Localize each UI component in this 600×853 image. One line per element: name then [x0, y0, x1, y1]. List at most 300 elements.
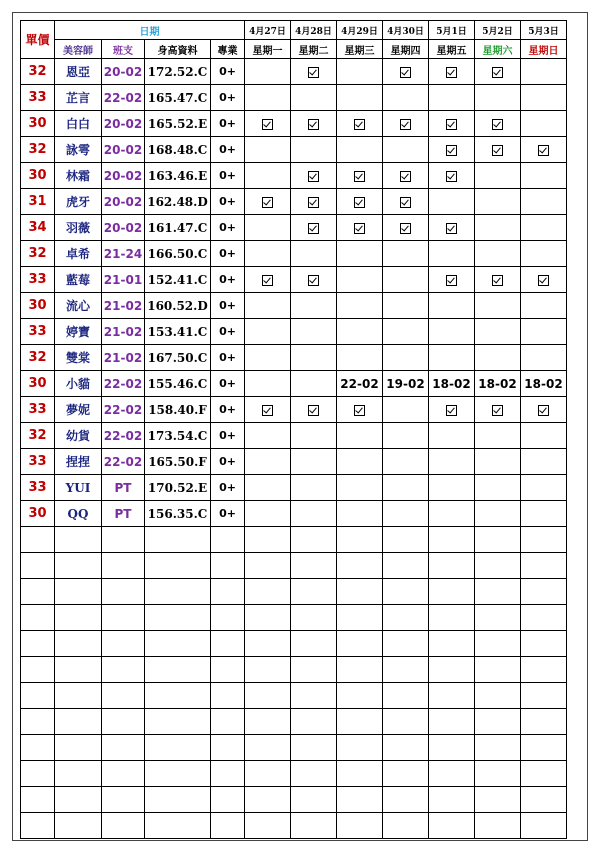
empty-cell	[383, 761, 429, 787]
day-cell	[383, 163, 429, 189]
day-cell	[337, 85, 383, 111]
day-cell	[337, 137, 383, 163]
date-header-tue: 4月28日	[291, 21, 337, 40]
day-cell	[337, 241, 383, 267]
day-cell	[521, 85, 567, 111]
checkbox-checked-icon	[492, 145, 503, 156]
checkbox-checked-icon	[354, 197, 365, 208]
checkbox-checked-icon	[492, 275, 503, 286]
day-cell	[521, 475, 567, 501]
empty-cell	[337, 553, 383, 579]
date-header: 日期	[55, 21, 245, 40]
empty-cell	[383, 527, 429, 553]
empty-cell	[145, 683, 211, 709]
day-cell	[245, 189, 291, 215]
empty-cell	[337, 657, 383, 683]
empty-cell	[102, 605, 145, 631]
day-cell	[429, 345, 475, 371]
empty-cell	[21, 683, 55, 709]
price-cell: 33	[21, 319, 55, 345]
checkbox-checked-icon	[354, 171, 365, 182]
checkbox-checked-icon	[262, 119, 273, 130]
class-cell: 21-02	[102, 293, 145, 319]
empty-cell	[21, 813, 55, 839]
checkbox-checked-icon	[538, 145, 549, 156]
day-cell	[291, 85, 337, 111]
empty-cell	[102, 709, 145, 735]
day-cell	[245, 111, 291, 137]
day-cell	[429, 111, 475, 137]
day-cell	[291, 397, 337, 423]
empty-cell	[383, 813, 429, 839]
day-cell	[475, 501, 521, 527]
empty-row	[21, 709, 567, 735]
body-cell: 160.52.D	[145, 293, 211, 319]
day-cell	[383, 345, 429, 371]
class-cell: 20-02	[102, 59, 145, 85]
body-cell: 173.54.C	[145, 423, 211, 449]
date-header-wed: 4月29日	[337, 21, 383, 40]
body-cell: 166.50.C	[145, 241, 211, 267]
empty-cell	[291, 553, 337, 579]
price-cell: 30	[21, 293, 55, 319]
empty-cell	[245, 553, 291, 579]
empty-row	[21, 735, 567, 761]
table-row	[21, 475, 567, 501]
empty-cell	[383, 735, 429, 761]
spec-cell: 0+	[211, 137, 245, 163]
weekday-fri: 星期五	[429, 40, 475, 59]
empty-cell	[429, 683, 475, 709]
spec-cell: 0+	[211, 475, 245, 501]
empty-cell	[291, 579, 337, 605]
price-cell: 34	[21, 215, 55, 241]
day-cell	[429, 241, 475, 267]
checkbox-checked-icon	[308, 119, 319, 130]
empty-cell	[145, 553, 211, 579]
empty-cell	[429, 709, 475, 735]
empty-row	[21, 761, 567, 787]
name-cell: 流心	[55, 293, 102, 319]
table-row	[21, 267, 567, 293]
day-cell	[475, 241, 521, 267]
class-cell: 22-02	[102, 449, 145, 475]
day-cell	[475, 163, 521, 189]
day-cell	[291, 241, 337, 267]
empty-cell	[291, 709, 337, 735]
day-cell	[429, 189, 475, 215]
day-cell	[383, 85, 429, 111]
day-cell	[521, 59, 567, 85]
body-cell: 156.35.C	[145, 501, 211, 527]
day-cell	[475, 189, 521, 215]
name-cell: QQ	[55, 501, 102, 527]
day-cell	[291, 475, 337, 501]
empty-cell	[429, 787, 475, 813]
empty-cell	[337, 527, 383, 553]
price-cell: 33	[21, 397, 55, 423]
day-cell	[245, 475, 291, 501]
empty-cell	[211, 605, 245, 631]
empty-cell	[337, 631, 383, 657]
date-header-sun: 5月3日	[521, 21, 567, 40]
empty-cell	[102, 735, 145, 761]
empty-row	[21, 605, 567, 631]
empty-cell	[55, 527, 102, 553]
empty-cell	[21, 787, 55, 813]
day-cell	[429, 215, 475, 241]
checkbox-checked-icon	[446, 171, 457, 182]
day-cell	[383, 59, 429, 85]
spec-cell: 0+	[211, 163, 245, 189]
empty-cell	[475, 761, 521, 787]
empty-row	[21, 553, 567, 579]
day-cell	[245, 59, 291, 85]
empty-cell	[145, 631, 211, 657]
day-cell	[245, 137, 291, 163]
spec-cell: 0+	[211, 85, 245, 111]
day-cell	[337, 163, 383, 189]
body-cell: 155.46.C	[145, 371, 211, 397]
class-cell: 22-02	[102, 423, 145, 449]
checkbox-checked-icon	[308, 171, 319, 182]
name-cell: 芷言	[55, 85, 102, 111]
class-cell: 22-02	[102, 397, 145, 423]
empty-cell	[211, 631, 245, 657]
empty-cell	[291, 813, 337, 839]
table-row	[21, 241, 567, 267]
class-cell: PT	[102, 475, 145, 501]
day-cell	[383, 475, 429, 501]
price-cell: 33	[21, 475, 55, 501]
day-cell	[337, 475, 383, 501]
day-cell	[521, 397, 567, 423]
spec-header: 專業	[211, 40, 245, 59]
name-cell: 小貓	[55, 371, 102, 397]
table-row	[21, 293, 567, 319]
price-cell: 32	[21, 423, 55, 449]
empty-cell	[245, 813, 291, 839]
day-cell	[245, 449, 291, 475]
empty-cell	[475, 735, 521, 761]
empty-cell	[475, 787, 521, 813]
day-cell	[429, 475, 475, 501]
empty-cell	[475, 527, 521, 553]
day-cell	[337, 267, 383, 293]
empty-cell	[21, 553, 55, 579]
day-cell	[475, 137, 521, 163]
checkbox-checked-icon	[446, 405, 457, 416]
empty-cell	[383, 579, 429, 605]
checkbox-checked-icon	[400, 119, 411, 130]
empty-cell	[211, 553, 245, 579]
empty-cell	[211, 813, 245, 839]
empty-cell	[521, 709, 567, 735]
day-cell	[291, 371, 337, 397]
empty-cell	[21, 527, 55, 553]
empty-cell	[211, 735, 245, 761]
day-cell	[383, 267, 429, 293]
checkbox-checked-icon	[400, 171, 411, 182]
body-cell: 168.48.C	[145, 137, 211, 163]
class-header: 班支	[102, 40, 145, 59]
day-cell	[429, 319, 475, 345]
day-cell	[291, 501, 337, 527]
empty-cell	[383, 683, 429, 709]
empty-cell	[211, 683, 245, 709]
price-cell: 30	[21, 163, 55, 189]
empty-cell	[55, 709, 102, 735]
body-cell: 153.41.C	[145, 319, 211, 345]
weekday-mon: 星期一	[245, 40, 291, 59]
checkbox-checked-icon	[400, 223, 411, 234]
table-row	[21, 423, 567, 449]
empty-row	[21, 631, 567, 657]
price-cell: 32	[21, 345, 55, 371]
empty-cell	[21, 761, 55, 787]
day-cell	[521, 189, 567, 215]
spec-cell: 0+	[211, 345, 245, 371]
day-cell	[475, 475, 521, 501]
checkbox-checked-icon	[354, 223, 365, 234]
empty-cell	[245, 579, 291, 605]
name-cell: 夢妮	[55, 397, 102, 423]
day-cell	[291, 345, 337, 371]
table-row	[21, 215, 567, 241]
class-cell: 20-02	[102, 215, 145, 241]
day-cell	[337, 449, 383, 475]
day-cell	[475, 85, 521, 111]
empty-cell	[429, 605, 475, 631]
checkbox-checked-icon	[354, 119, 365, 130]
empty-cell	[291, 657, 337, 683]
empty-cell	[521, 605, 567, 631]
empty-cell	[55, 605, 102, 631]
price-cell: 33	[21, 85, 55, 111]
price-cell: 33	[21, 449, 55, 475]
empty-cell	[102, 787, 145, 813]
day-cell	[429, 423, 475, 449]
empty-cell	[145, 579, 211, 605]
empty-cell	[383, 709, 429, 735]
empty-cell	[337, 761, 383, 787]
checkbox-checked-icon	[538, 275, 549, 286]
empty-cell	[291, 761, 337, 787]
checkbox-checked-icon	[446, 275, 457, 286]
day-cell	[521, 319, 567, 345]
day-cell: 18-02	[521, 371, 567, 397]
empty-cell	[337, 813, 383, 839]
day-cell	[521, 423, 567, 449]
spec-cell: 0+	[211, 189, 245, 215]
empty-cell	[429, 631, 475, 657]
empty-cell	[102, 683, 145, 709]
empty-cell	[245, 683, 291, 709]
body-cell: 167.50.C	[145, 345, 211, 371]
day-cell	[475, 319, 521, 345]
day-cell	[245, 85, 291, 111]
empty-cell	[475, 683, 521, 709]
empty-cell	[245, 657, 291, 683]
date-header-fri: 5月1日	[429, 21, 475, 40]
class-cell: 21-24	[102, 241, 145, 267]
day-cell	[475, 423, 521, 449]
day-cell	[337, 293, 383, 319]
day-cell	[291, 59, 337, 85]
empty-cell	[145, 735, 211, 761]
body-cell: 162.48.D	[145, 189, 211, 215]
class-cell: 22-02	[102, 371, 145, 397]
name-cell: 白白	[55, 111, 102, 137]
day-cell	[291, 215, 337, 241]
price-cell: 32	[21, 241, 55, 267]
body-cell: 161.47.C	[145, 215, 211, 241]
name-cell: 恩亞	[55, 59, 102, 85]
day-cell	[291, 111, 337, 137]
name-cell: 幼貨	[55, 423, 102, 449]
body-header: 身高資料	[145, 40, 211, 59]
empty-cell	[145, 813, 211, 839]
day-cell: 18-02	[475, 371, 521, 397]
empty-cell	[245, 709, 291, 735]
empty-cell	[55, 787, 102, 813]
day-cell	[521, 345, 567, 371]
day-cell	[429, 59, 475, 85]
day-cell	[475, 59, 521, 85]
empty-cell	[337, 683, 383, 709]
empty-cell	[55, 813, 102, 839]
empty-cell	[429, 527, 475, 553]
spec-cell: 0+	[211, 241, 245, 267]
class-cell: 21-02	[102, 345, 145, 371]
day-cell	[245, 267, 291, 293]
day-cell	[521, 163, 567, 189]
weekday-wed: 星期三	[337, 40, 383, 59]
day-cell	[383, 319, 429, 345]
checkbox-checked-icon	[262, 197, 273, 208]
day-cell	[337, 345, 383, 371]
day-cell	[245, 215, 291, 241]
empty-row	[21, 527, 567, 553]
empty-cell	[521, 761, 567, 787]
spec-cell: 0+	[211, 111, 245, 137]
body-cell: 163.46.E	[145, 163, 211, 189]
table-row	[21, 371, 567, 397]
table-row	[21, 397, 567, 423]
checkbox-checked-icon	[308, 67, 319, 78]
day-cell	[521, 293, 567, 319]
empty-cell	[55, 631, 102, 657]
empty-cell	[102, 579, 145, 605]
name-cell: 羽薇	[55, 215, 102, 241]
body-cell: 165.47.C	[145, 85, 211, 111]
empty-cell	[102, 761, 145, 787]
empty-cell	[211, 709, 245, 735]
empty-row	[21, 683, 567, 709]
day-cell	[337, 501, 383, 527]
day-cell	[245, 371, 291, 397]
empty-cell	[429, 761, 475, 787]
day-cell	[337, 59, 383, 85]
day-cell	[429, 267, 475, 293]
checkbox-checked-icon	[308, 275, 319, 286]
weekday-thu: 星期四	[383, 40, 429, 59]
spec-cell: 0+	[211, 423, 245, 449]
checkbox-checked-icon	[400, 67, 411, 78]
day-cell	[383, 423, 429, 449]
day-cell	[475, 397, 521, 423]
checkbox-checked-icon	[308, 405, 319, 416]
date-header-sat: 5月2日	[475, 21, 521, 40]
day-cell	[475, 345, 521, 371]
schedule-table	[20, 20, 567, 839]
empty-cell	[521, 553, 567, 579]
empty-cell	[55, 553, 102, 579]
empty-cell	[145, 527, 211, 553]
spec-cell: 0+	[211, 501, 245, 527]
empty-cell	[521, 735, 567, 761]
checkbox-checked-icon	[446, 223, 457, 234]
day-cell	[521, 267, 567, 293]
day-cell	[337, 215, 383, 241]
empty-cell	[211, 761, 245, 787]
empty-cell	[211, 579, 245, 605]
empty-cell	[55, 579, 102, 605]
table-row	[21, 59, 567, 85]
empty-cell	[429, 657, 475, 683]
day-cell	[337, 189, 383, 215]
checkbox-checked-icon	[308, 197, 319, 208]
day-cell	[475, 293, 521, 319]
day-cell	[291, 267, 337, 293]
day-cell	[337, 397, 383, 423]
day-cell	[291, 319, 337, 345]
empty-cell	[145, 605, 211, 631]
empty-cell	[102, 553, 145, 579]
checkbox-checked-icon	[492, 119, 503, 130]
price-cell: 30	[21, 371, 55, 397]
class-cell: PT	[102, 501, 145, 527]
name-cell: 藍莓	[55, 267, 102, 293]
empty-cell	[21, 579, 55, 605]
day-cell	[383, 241, 429, 267]
empty-cell	[145, 657, 211, 683]
checkbox-checked-icon	[492, 67, 503, 78]
class-cell: 20-02	[102, 111, 145, 137]
checkbox-checked-icon	[538, 405, 549, 416]
empty-cell	[521, 527, 567, 553]
empty-cell	[211, 657, 245, 683]
day-cell	[383, 397, 429, 423]
name-cell: 虎牙	[55, 189, 102, 215]
weekday-tue: 星期二	[291, 40, 337, 59]
price-cell: 32	[21, 137, 55, 163]
empty-cell	[475, 631, 521, 657]
checkbox-checked-icon	[492, 405, 503, 416]
empty-cell	[21, 709, 55, 735]
name-cell: 詠雩	[55, 137, 102, 163]
day-cell	[291, 189, 337, 215]
day-cell	[245, 293, 291, 319]
empty-cell	[383, 657, 429, 683]
empty-cell	[21, 605, 55, 631]
empty-cell	[21, 657, 55, 683]
day-cell	[383, 449, 429, 475]
day-cell	[429, 293, 475, 319]
day-cell	[245, 501, 291, 527]
empty-cell	[521, 787, 567, 813]
name-header: 美容師	[55, 40, 102, 59]
